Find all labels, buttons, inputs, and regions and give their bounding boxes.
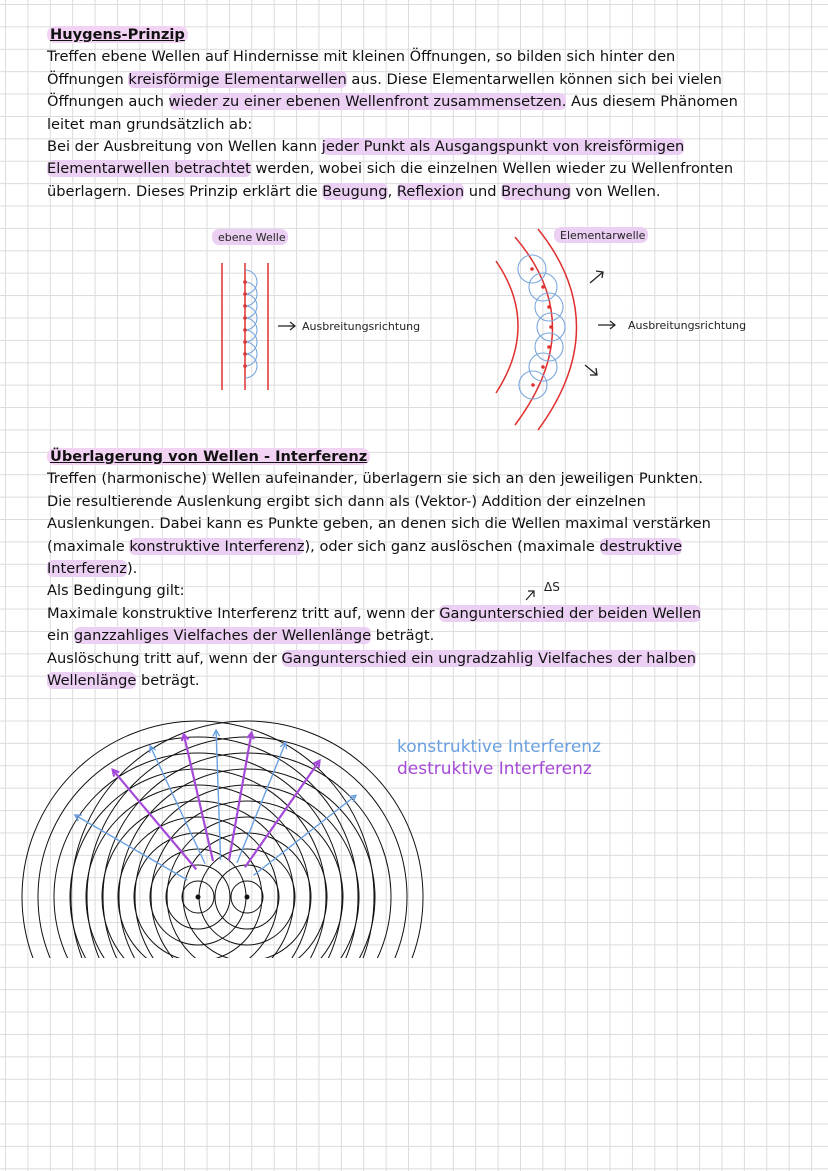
interference-rays bbox=[75, 730, 356, 880]
huygens-section bbox=[47, 24, 777, 203]
paragraph-line: ein ganzzahliges Vielfaches der Wellenlänge beträgt. bbox=[47, 627, 435, 645]
source-points-curved bbox=[530, 267, 553, 387]
paragraph-line: Die resultierende Auslenkung ergibt sich dann als (Vektor-) Addition der einzelnen bbox=[47, 492, 646, 510]
arrow-icon bbox=[598, 321, 615, 329]
elementary-waves-plane bbox=[245, 270, 257, 378]
paragraph-line: Interferenz). bbox=[47, 560, 138, 578]
source-point bbox=[245, 895, 250, 900]
interference-diagram bbox=[0, 720, 440, 980]
legend-constructive: konstruktive Interferenz bbox=[397, 737, 601, 757]
paragraph-line: leitet man grundsätzlich ab: bbox=[47, 115, 253, 133]
legend-destructive: destruktive Interferenz bbox=[397, 759, 592, 779]
direction-label-left: Ausbreitungsrichtung bbox=[302, 320, 421, 333]
paragraph-line: Öffnungen kreisförmige Elementarwellen aus. Diese Elementarwellen können sich bei vielen bbox=[47, 70, 722, 88]
paragraph-line: Bei der Ausbreitung von Wellen kann jeder Punkt als Ausgangspunkt von kreisförmigen bbox=[47, 138, 685, 156]
direction-label-right: Ausbreitungsrichtung bbox=[628, 319, 747, 332]
paragraph-line: Auslenkungen. Dabei kann es Punkte geben, an denen sich die Wellen maximal verstärken bbox=[47, 515, 711, 533]
delta-s-label: ΔS bbox=[544, 580, 560, 594]
paragraph-line: Als Bedingung gilt: bbox=[47, 582, 185, 600]
plane-wave-label: ebene Welle bbox=[218, 231, 286, 244]
paragraph-line: überlagern. Dieses Prinzip erklärt die Beugung, Reflexion und Brechung von Wellen. bbox=[47, 182, 661, 200]
elementary-label: Elementarwelle bbox=[560, 229, 646, 242]
paragraph-line: Auslöschung tritt auf, wenn der Gangunterschied ein ungradzahlig Vielfaches der halben bbox=[47, 649, 696, 667]
arrow-icon bbox=[585, 365, 597, 375]
interference-heading: Überlagerung von Wellen - Interferenz bbox=[47, 448, 370, 465]
interference-section bbox=[47, 446, 777, 692]
wave-sources bbox=[196, 895, 250, 900]
source-point bbox=[196, 895, 201, 900]
huygens-diagram bbox=[0, 215, 828, 440]
paragraph-line: Wellenlänge beträgt. bbox=[47, 672, 200, 690]
paragraph-line: Treffen ebene Wellen auf Hindernisse mit kleinen Öffnungen, so bilden sich hinter den bbox=[47, 48, 676, 66]
huygens-heading: Huygens-Prinzip bbox=[47, 26, 188, 43]
paragraph-line: Maximale konstruktive Interferenz tritt auf, wenn der Gangunterschied der beiden Wellen bbox=[47, 604, 702, 622]
paragraph-line: Treffen (harmonische) Wellen aufeinander, überlagern sie sich an den jeweiligen Punkten. bbox=[47, 470, 703, 488]
paragraph-line: (maximale konstruktive Interferenz), oder sich ganz auslöschen (maximale destruktive bbox=[47, 537, 683, 555]
paragraph-line: Öffnungen auch wieder zu einer ebenen Wellenfront zusammensetzen. Aus diesem Phänomen bbox=[47, 93, 738, 111]
delta-s-annotation bbox=[520, 578, 580, 604]
constructive-ray bbox=[75, 815, 188, 880]
arrow-icon bbox=[590, 271, 603, 283]
paragraph-line: Elementarwellen betrachtet werden, wobei sich die einzelnen Wellen wieder zu Wellenfronten bbox=[47, 160, 734, 178]
arrow-icon bbox=[526, 591, 534, 600]
wave-rings bbox=[22, 721, 423, 1073]
arrow-icon bbox=[278, 322, 295, 330]
